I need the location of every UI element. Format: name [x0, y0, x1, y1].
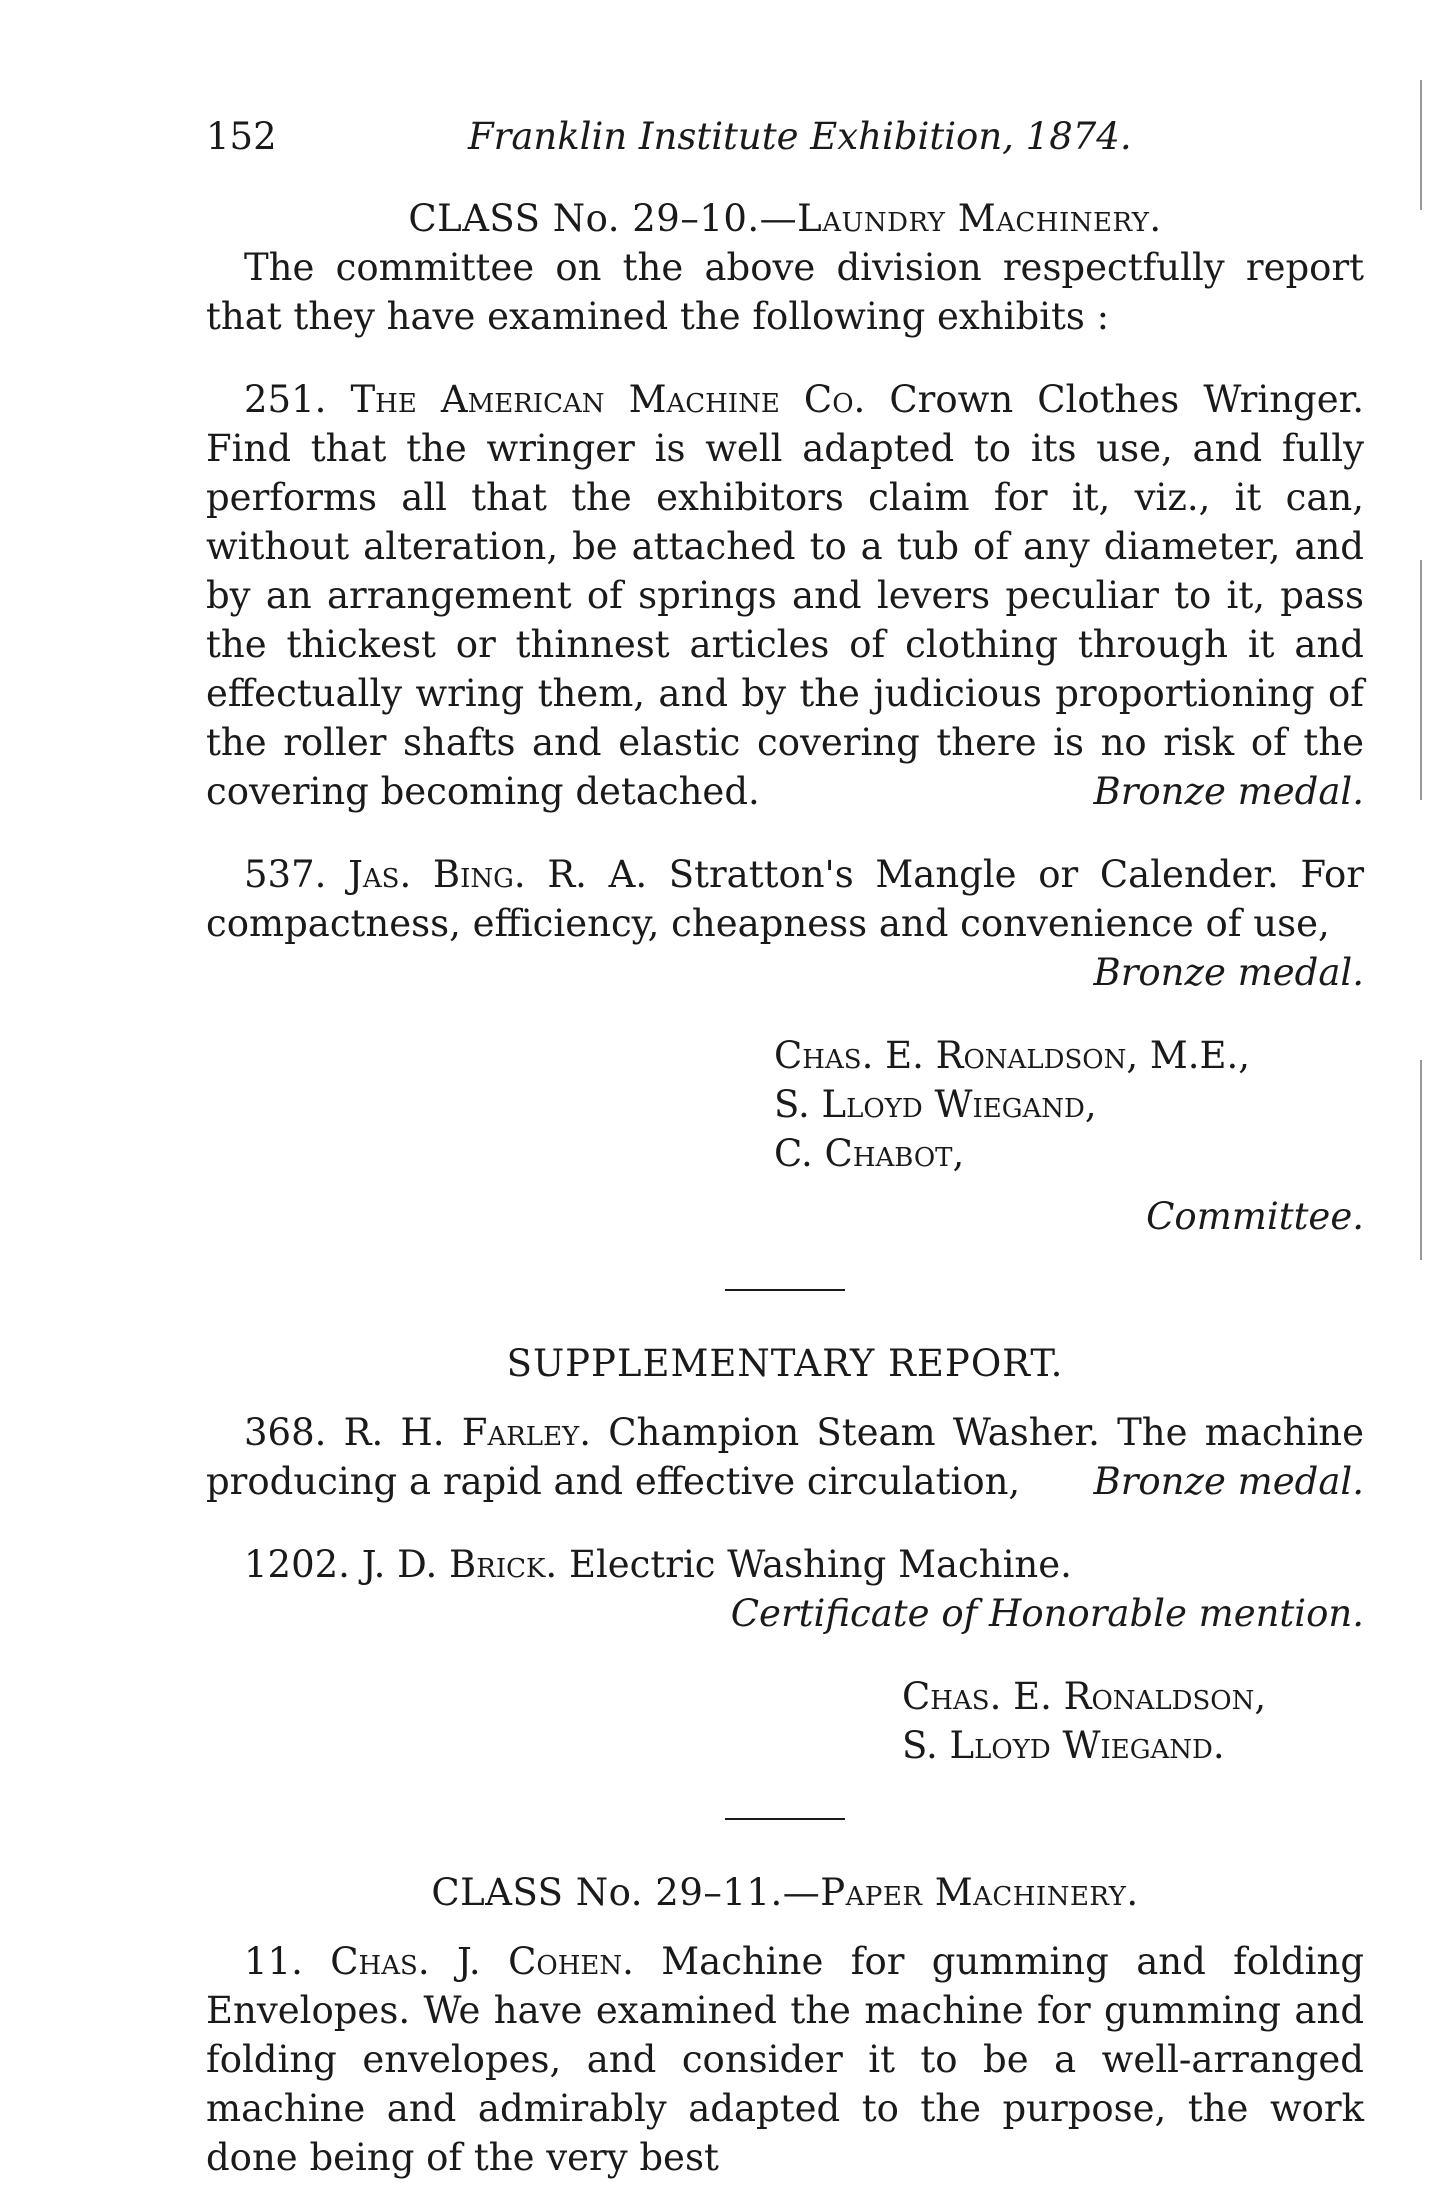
- class-heading-paper: [206, 1868, 1364, 1917]
- supplementary-heading: SUPPLEMENTARY REPORT.: [506, 1342, 1064, 1385]
- exhibitor-name: The American Machine Co.: [350, 378, 866, 421]
- scan-edge-mark: [1420, 560, 1422, 800]
- committee-label: Committee.: [1146, 1195, 1364, 1238]
- running-title: Franklin Institute Exhibition, 1874.: [468, 115, 1132, 158]
- committee-member: C. Chabot,: [774, 1132, 965, 1175]
- committee-member: S. Lloyd Wiegand,: [774, 1083, 1097, 1126]
- scan-edge-mark: [1420, 80, 1422, 210]
- award-label: Bronze medal.: [1093, 951, 1364, 994]
- entry-text: Crown Clothes Wringer. Find that the wringer is well adapted to its use, and fully performs all that the exhibitors claim for it, viz., it can, without alteration, be attached to a tub of any diameter, and by an arrangement of springs and levers peculiar to it, pass the thickest or thinnest articles of clothing through it and effectually wring them, and by the judicious proportioning of the roller shafts and elastic covering there is no risk of the covering becoming detached.: [206, 378, 1365, 813]
- class-heading-subject: Laundry Machinery.: [797, 197, 1162, 240]
- committee-member: Chas. E. Ronaldson, M.E.,: [774, 1034, 1251, 1077]
- entry-text: Electric Washing Machine.: [568, 1543, 1072, 1586]
- page-number: 152: [206, 115, 277, 158]
- entry-number: 251.: [244, 378, 327, 421]
- exhibitor-name: R. H. Farley.: [343, 1411, 591, 1454]
- award-label: Bronze medal.: [1093, 770, 1364, 813]
- award-label: Certificate of Honorable mention.: [730, 1592, 1364, 1635]
- signer: Chas. E. Ronaldson,: [902, 1675, 1267, 1718]
- award-label: Bronze medal.: [1093, 1460, 1364, 1503]
- class-heading-main: CLASS No. 29–11.—: [431, 1871, 821, 1914]
- exhibitor-name: Jas. Bing.: [348, 853, 526, 896]
- class-heading-main: CLASS No. 29–10.—: [408, 197, 798, 240]
- entry-11: [206, 1937, 1364, 2182]
- class-heading-subject: Paper Machinery.: [820, 1871, 1139, 1914]
- entry-537: [206, 850, 1364, 948]
- entry-368: [206, 1408, 1364, 1506]
- committee-intro: The committee on the above division respectfully report that they have examined the following exhibits :: [206, 246, 1364, 338]
- entry-text: R. A. Stratton's Mangle or Calender. For compactness, efficiency, cheapness and convenience of use,: [206, 853, 1365, 945]
- exhibitor-name: J. D. Brick.: [361, 1543, 558, 1586]
- running-head: [206, 112, 1364, 172]
- entry-number: 368.: [244, 1411, 327, 1454]
- entry-number: 537.: [244, 853, 327, 896]
- class-heading-laundry: [206, 194, 1364, 243]
- signer: S. Lloyd Wiegand.: [902, 1724, 1225, 1767]
- exhibitor-name: Chas. J. Cohen.: [330, 1940, 634, 1983]
- scan-edge-mark: [1420, 1060, 1422, 1260]
- book-page: [206, 112, 1364, 2182]
- entry-number: 1202.: [244, 1543, 350, 1586]
- entry-1202: [206, 1540, 1364, 1589]
- entry-text: Champion Steam Washer. The machine producing a rapid and effective circulation,: [206, 1411, 1365, 1503]
- entry-251: [206, 375, 1364, 816]
- entry-number: 11.: [244, 1940, 303, 1983]
- entry-text: Machine for gumming and folding Envelopes. We have examined the machine for gumming and folding envelopes, and consider it to be a well-arranged machine and admirably adapted to the purpose, the work done being of the very best: [206, 1940, 1365, 2179]
